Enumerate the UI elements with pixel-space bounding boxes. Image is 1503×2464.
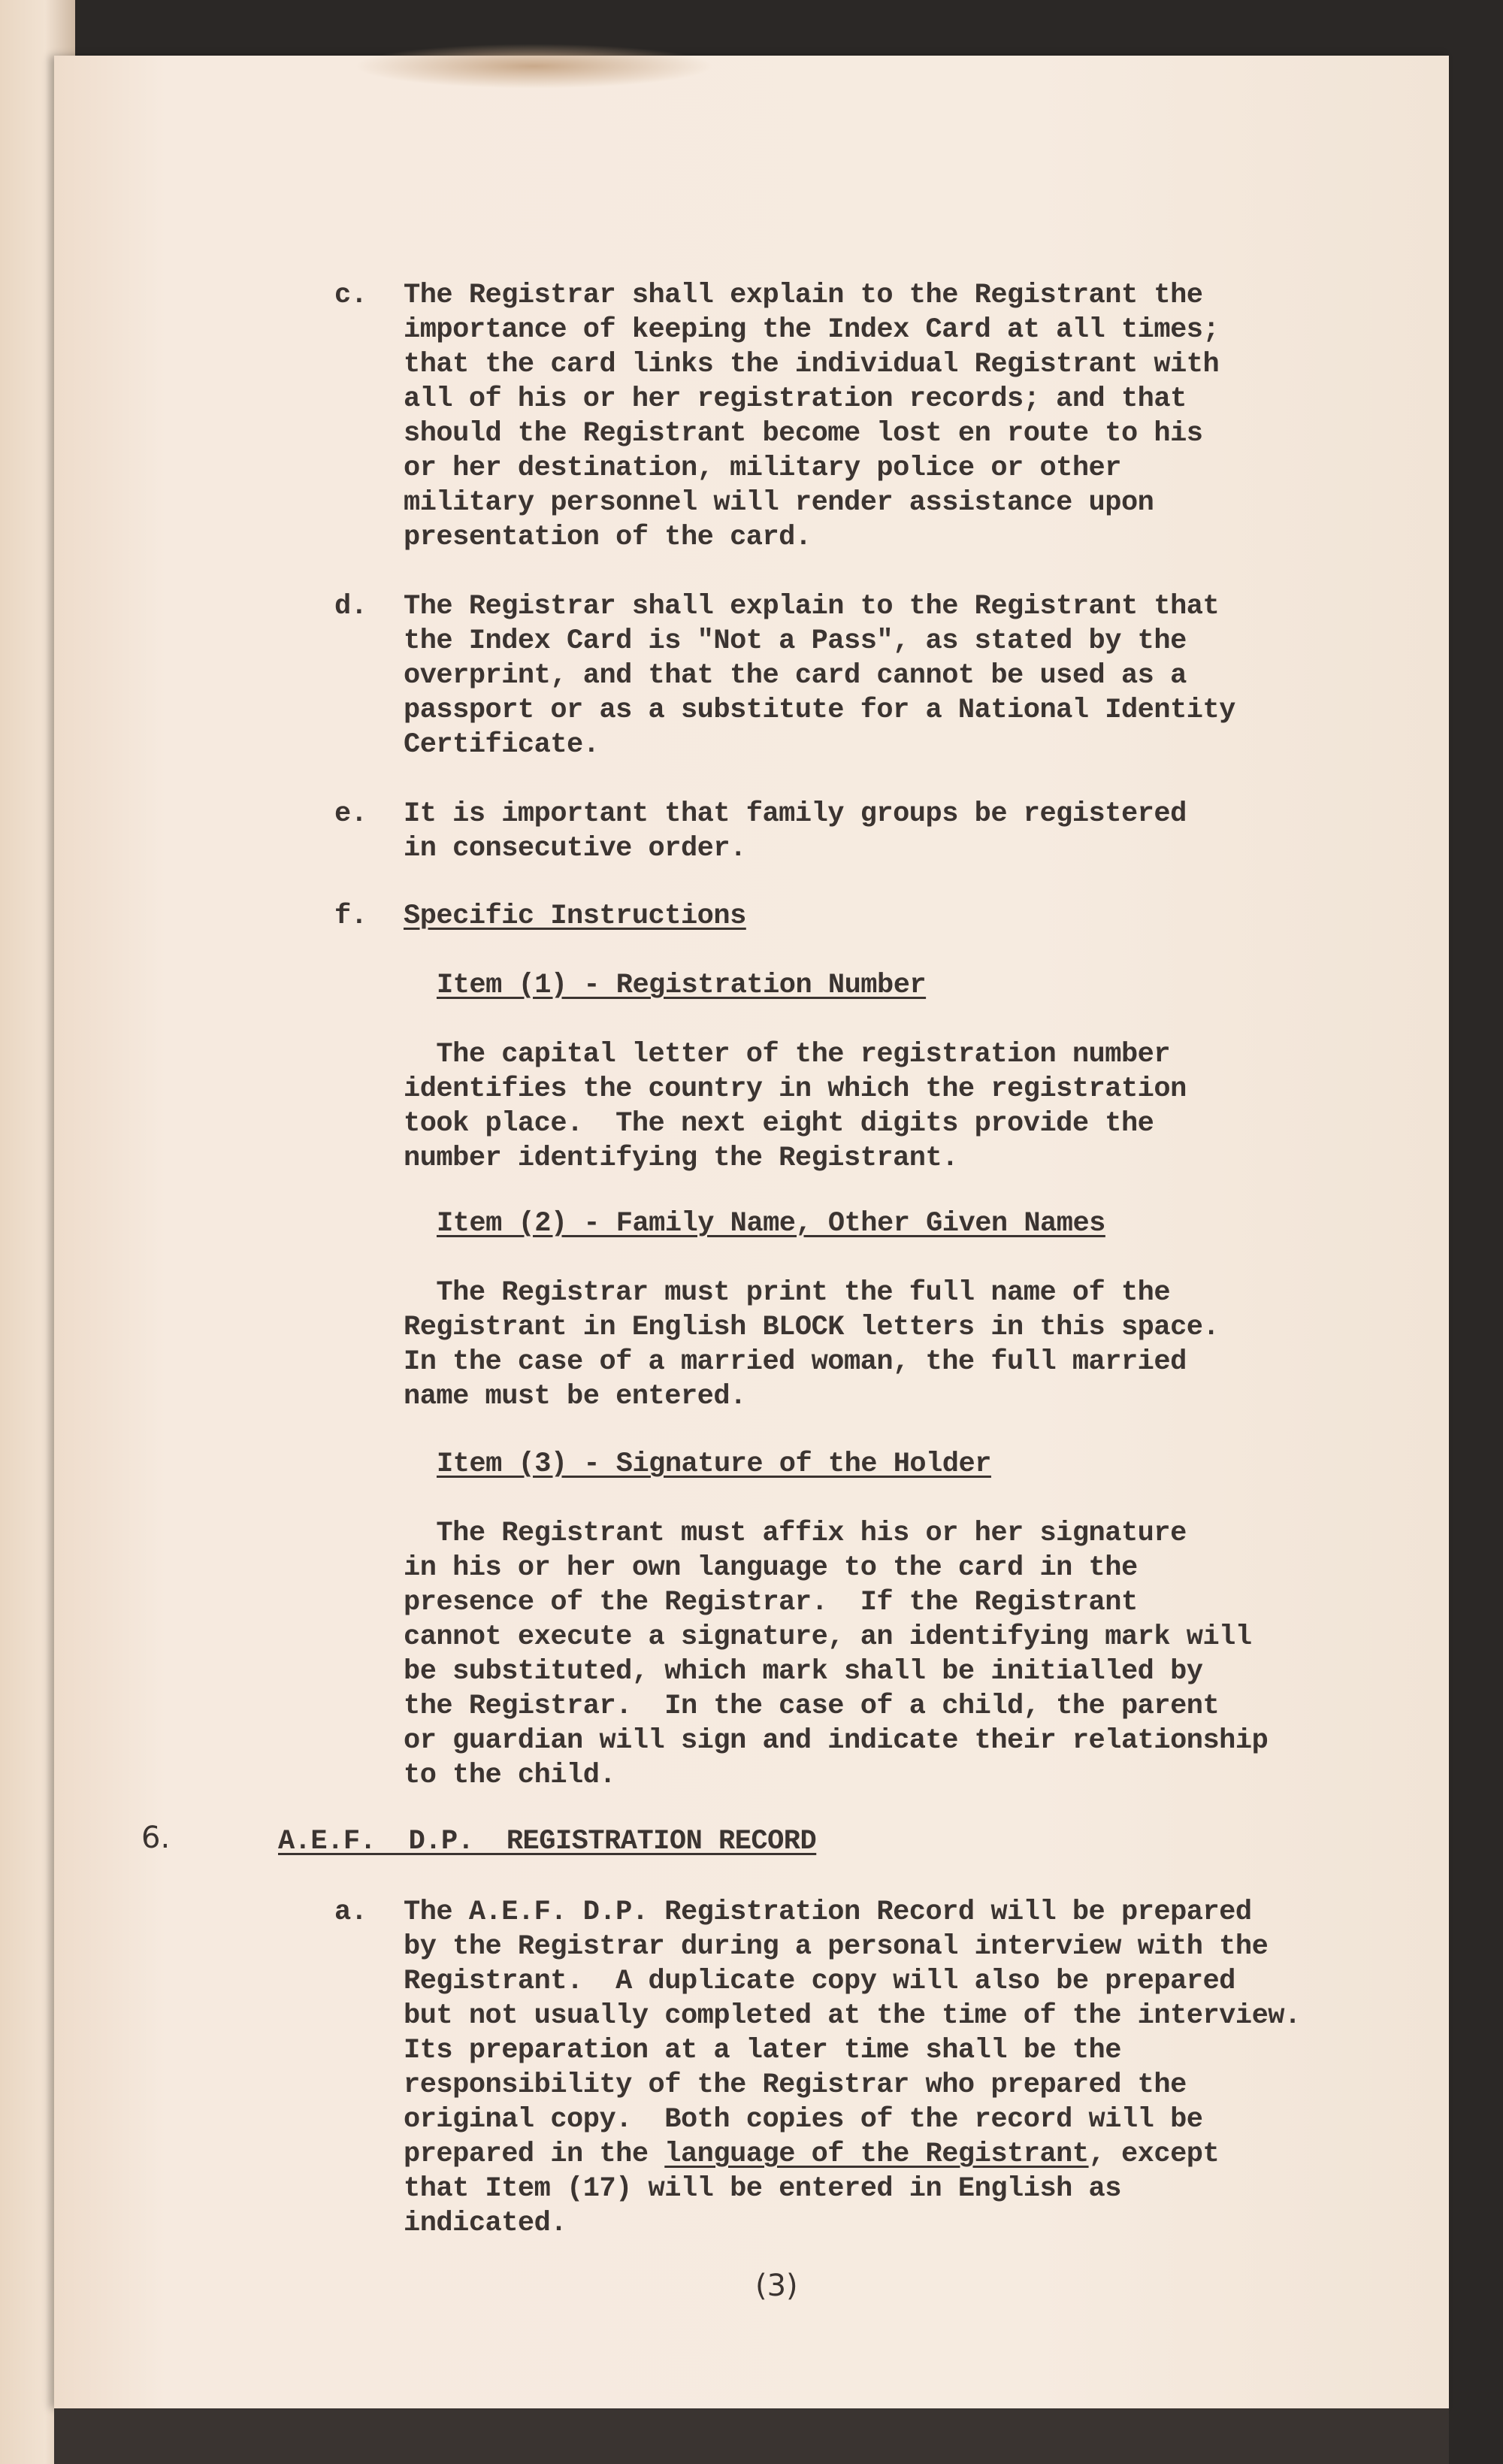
item-label: a. bbox=[334, 1896, 367, 1928]
paragraph-line: in his or her own language to the card in the bbox=[404, 1552, 1138, 1584]
paragraph-line: presentation of the card. bbox=[404, 522, 812, 553]
paragraph-line: or guardian will sign and indicate their relationship bbox=[404, 1725, 1269, 1757]
paragraph-line bbox=[404, 2137, 1219, 2172]
item-label: f. bbox=[334, 901, 367, 932]
text-segment: prepared in the bbox=[404, 2139, 665, 2170]
paragraph-line: military personnel will render assistance upon bbox=[404, 487, 1154, 519]
item-label: e. bbox=[334, 798, 367, 830]
text-segment: , except bbox=[1088, 2139, 1220, 2170]
paragraph-line: importance of keeping the Index Card at all times; bbox=[404, 314, 1220, 346]
paragraph-line: by the Registrar during a personal interview with the bbox=[404, 1931, 1269, 1963]
item-heading: Item (1) - Registration Number bbox=[437, 970, 927, 1001]
paragraph-line: The Registrar shall explain to the Registrant the bbox=[404, 280, 1203, 311]
paragraph-line: indicated. bbox=[404, 2208, 567, 2239]
paragraph-line: Certificate. bbox=[404, 729, 600, 761]
item-label: d. bbox=[334, 591, 367, 622]
paragraph-line: to the child. bbox=[404, 1760, 616, 1791]
paragraph-line: The A.E.F. D.P. Registration Record will be prepared bbox=[404, 1896, 1252, 1928]
paragraph-line: the Index Card is "Not a Pass", as stated by the bbox=[404, 625, 1187, 657]
paragraph-line: identifies the country in which the registration bbox=[404, 1073, 1187, 1105]
paragraph-line: took place. The next eight digits provide the bbox=[404, 1108, 1154, 1140]
page-number: (3) bbox=[755, 2269, 798, 2303]
background-edge bbox=[54, 2408, 1449, 2464]
subsection-heading: Specific Instructions bbox=[404, 901, 746, 932]
paragraph-line: be substituted, which mark shall be initialled by bbox=[404, 1656, 1203, 1688]
paragraph-line: name must be entered. bbox=[404, 1381, 746, 1412]
section-heading: A.E.F. D.P. REGISTRATION RECORD bbox=[278, 1826, 817, 1857]
paragraph-line: Registrant. A duplicate copy will also be prepared bbox=[404, 1966, 1235, 1997]
paragraph-line: The Registrar must print the full name of the bbox=[404, 1277, 1171, 1309]
paragraph-line: should the Registrant become lost en route to his bbox=[404, 418, 1203, 450]
paragraph-line: passport or as a substitute for a National Identity bbox=[404, 695, 1235, 726]
paper-stain bbox=[353, 44, 714, 89]
paragraph-line: the Registrar. In the case of a child, the parent bbox=[404, 1691, 1220, 1722]
underlined-text: language of the Registrant bbox=[664, 2139, 1089, 2170]
paragraph-line: In the case of a married woman, the full married bbox=[404, 1346, 1187, 1378]
paragraph-line: It is important that family groups be registered bbox=[404, 798, 1187, 830]
paragraph-line: all of his or her registration records; and that bbox=[404, 383, 1187, 415]
paragraph-line: that the card links the individual Registrant with bbox=[404, 349, 1220, 380]
item-label: c. bbox=[334, 280, 367, 311]
paragraph-line: cannot execute a signature, an identifying mark will bbox=[404, 1621, 1252, 1653]
paragraph-line: responsibility of the Registrar who prepared the bbox=[404, 2069, 1187, 2101]
paragraph-line: in consecutive order. bbox=[404, 833, 746, 864]
item-heading: Item (2) - Family Name, Other Given Names bbox=[437, 1208, 1105, 1240]
paragraph-line: The Registrant must affix his or her signature bbox=[404, 1518, 1187, 1549]
paragraph-line: number identifying the Registrant. bbox=[404, 1143, 958, 1174]
paragraph-line: The Registrar shall explain to the Registrant that bbox=[404, 591, 1220, 622]
paragraph-line: but not usually completed at the time of the interview. bbox=[404, 2000, 1301, 2032]
paragraph-line: Registrant in English BLOCK letters in this space. bbox=[404, 1312, 1220, 1343]
paragraph-line: Its preparation at a later time shall be the bbox=[404, 2035, 1121, 2066]
paragraph-line: overprint, and that the card cannot be used as a bbox=[404, 660, 1187, 692]
paragraph-line: or her destination, military police or other bbox=[404, 453, 1121, 484]
paragraph-line: The capital letter of the registration number bbox=[404, 1039, 1171, 1070]
paragraph-line: that Item (17) will be entered in English as bbox=[404, 2173, 1121, 2205]
section-number: 6. bbox=[141, 1821, 171, 1855]
paragraph-line: presence of the Registrar. If the Registrant bbox=[404, 1587, 1138, 1618]
item-heading: Item (3) - Signature of the Holder bbox=[437, 1448, 991, 1480]
paragraph-line: original copy. Both copies of the record will be bbox=[404, 2104, 1203, 2136]
